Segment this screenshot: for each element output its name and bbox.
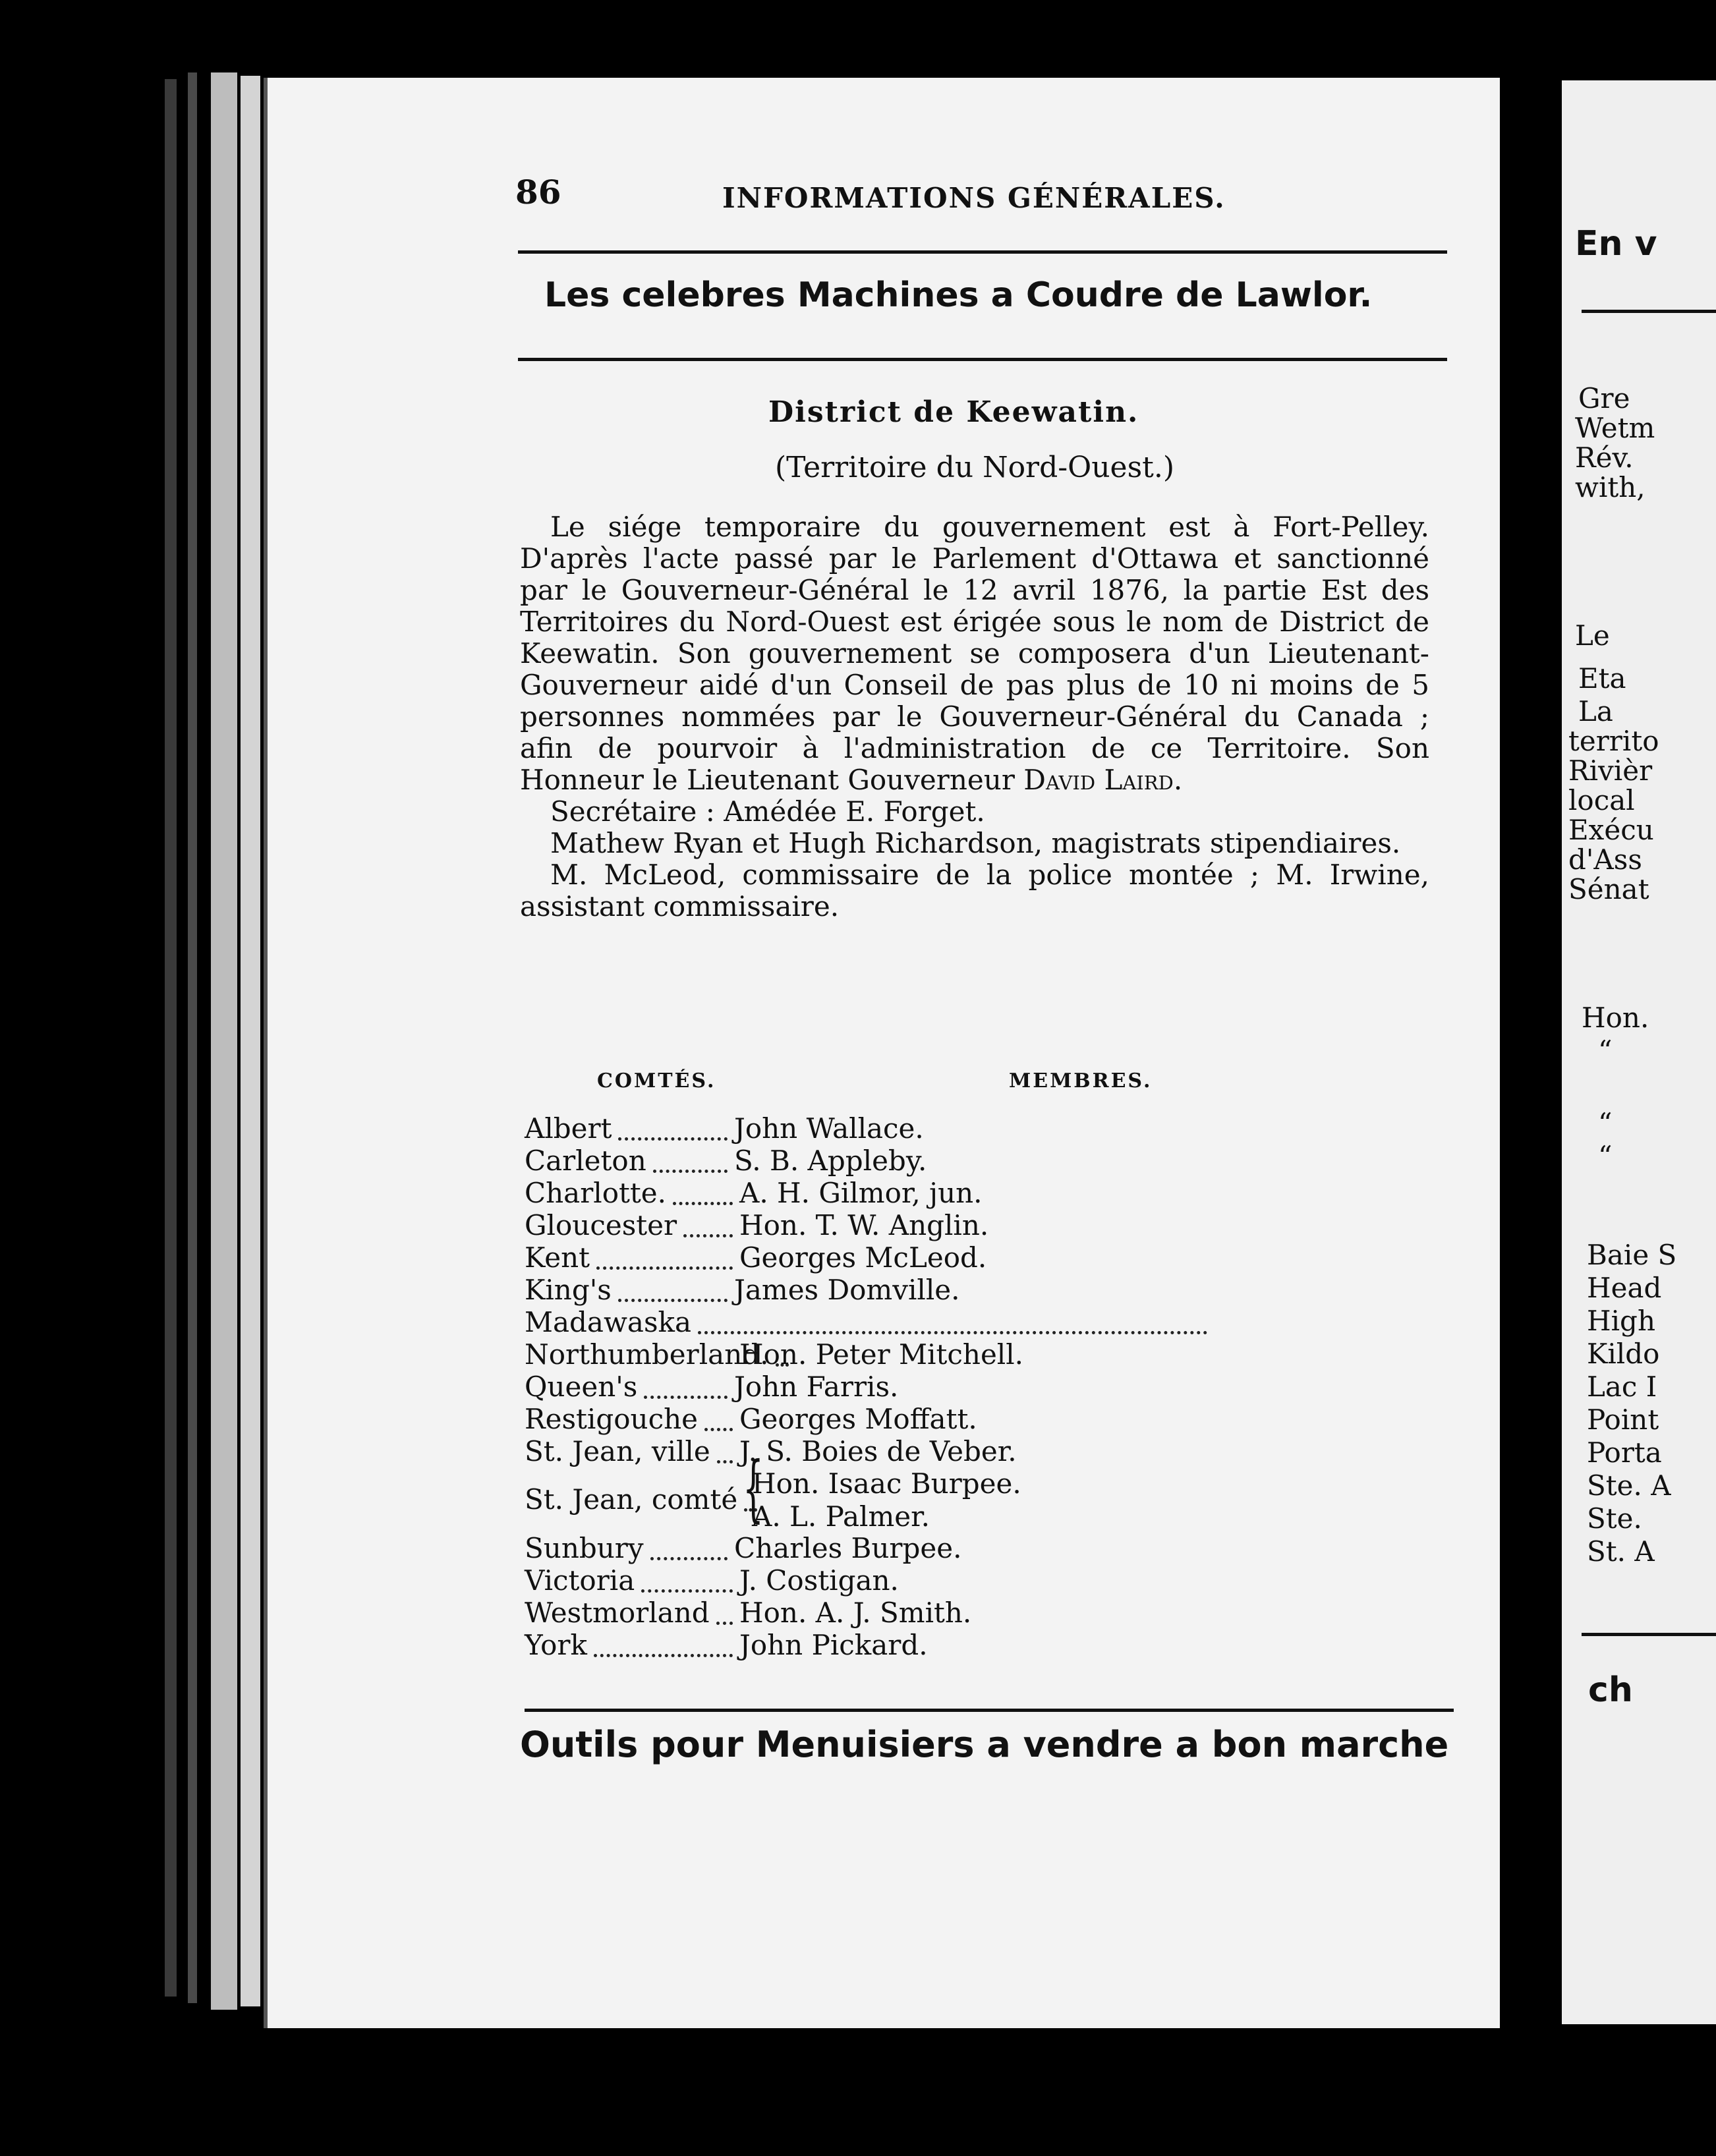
county-name: Gloucester	[525, 1209, 677, 1241]
divider	[518, 358, 1447, 361]
county-name: Kent	[525, 1241, 590, 1274]
table-row	[525, 1403, 1460, 1436]
section-title: District de Keewatin.	[768, 395, 1139, 429]
dot-leader	[618, 1286, 728, 1302]
county-name: York	[525, 1629, 587, 1661]
member-name: Georges McLeod.	[739, 1241, 987, 1274]
county-name: St. Jean, comté	[525, 1483, 738, 1516]
adjacent-page-text: “	[1598, 1035, 1613, 1067]
table-row	[525, 1564, 1460, 1597]
county-name: Albert	[525, 1112, 612, 1145]
adjacent-page-text: La	[1578, 695, 1613, 727]
member-name: Hon. Peter Mitchell.	[739, 1338, 1024, 1371]
dot-leader	[641, 1576, 733, 1593]
divider	[1582, 1633, 1716, 1636]
member-name: S. B. Appleby.	[734, 1145, 927, 1177]
member-name: James Domville.	[734, 1274, 960, 1306]
adjacent-page-text: High	[1587, 1305, 1655, 1337]
adjacent-page-text: Wetm	[1575, 412, 1655, 444]
member-name: Georges Moffatt.	[739, 1403, 977, 1435]
dot-leader	[683, 1221, 733, 1237]
county-name: Madawaska	[525, 1306, 692, 1338]
book-edge	[188, 72, 197, 2003]
paragraph: Mathew Ryan et Hugh Richardson, magistrats stipendiaires.	[550, 827, 1401, 859]
table-row	[525, 1629, 1460, 1662]
county-name: Carleton	[525, 1145, 646, 1177]
county-name: Northumberland.	[525, 1338, 769, 1371]
member-name: Hon. Isaac Burpee.	[752, 1467, 1021, 1500]
table-row	[525, 1209, 1460, 1242]
table-row	[525, 1435, 1460, 1468]
adjacent-page-text: ch	[1588, 1670, 1633, 1710]
section-subtitle: (Territoire du Nord-Ouest.)	[775, 451, 1174, 484]
adjacent-page-text: Ste.	[1587, 1502, 1642, 1535]
column-header-counties: COMTÉS.	[597, 1069, 716, 1092]
table-row	[525, 1597, 1460, 1630]
member-name: John Wallace.	[734, 1112, 924, 1145]
governor-name: David Laird.	[1023, 764, 1183, 796]
adjacent-page-text: Ste. A	[1587, 1469, 1671, 1502]
adjacent-page-text: Head	[1587, 1272, 1662, 1304]
adjacent-page-text: “	[1598, 1140, 1613, 1172]
member-name: John Pickard.	[739, 1629, 928, 1661]
dot-leader	[644, 1382, 728, 1399]
table-row	[525, 1371, 1460, 1404]
table-row	[525, 1532, 1460, 1565]
table-row	[525, 1306, 1460, 1339]
member-name: Hon. A. J. Smith.	[739, 1597, 972, 1629]
adjacent-page-text: Rév.	[1575, 441, 1634, 474]
adjacent-page-text: “	[1598, 1107, 1613, 1139]
adjacent-page-text: Eta	[1578, 662, 1626, 695]
member-name: John Farris.	[734, 1371, 899, 1403]
adjacent-page-text: Hon.	[1582, 1002, 1649, 1034]
adjacent-page-text: Rivièr	[1568, 754, 1653, 787]
adjacent-page-text: Baie S	[1587, 1239, 1677, 1271]
book-edge	[241, 76, 260, 2006]
divider	[518, 250, 1447, 254]
dot-leader	[650, 1544, 728, 1560]
column-header-members: MEMBRES.	[1009, 1069, 1153, 1092]
adjacent-page-text: Porta	[1587, 1436, 1662, 1469]
dot-leader	[698, 1318, 1207, 1334]
dot-leader	[594, 1641, 733, 1657]
adjacent-page-text: Sénat	[1568, 873, 1649, 905]
county-name: Sunbury	[525, 1532, 644, 1564]
paragraph-text: Le siége temporaire du gouvernement est à Fort-Pelley. D'après l'acte passé par le Parlement d'Ottawa et sanctionné par le Gouverneur-Général le 12 avril 1876, la partie Est des Territoires du Nord-Ouest est érigée sous le nom de District de Keewatin. Son gouvernement se composera d'un Lieutenant-Gouverneur aidé d'un Conseil de pas plus de 10 ni moins de 5 personnes nommées par le Gouverneur-Général du Canada ; afin de pourvoir à l'administration de ce Territoire. Son Honneur le Lieutenant Gouverneur	[520, 511, 1429, 796]
member-name: J. Costigan.	[739, 1564, 899, 1597]
adjacent-page-text: Lac I	[1587, 1371, 1657, 1403]
paragraph	[520, 511, 1429, 796]
member-name: A. L. Palmer.	[752, 1500, 930, 1533]
table-row	[525, 1274, 1460, 1307]
adjacent-page-text: Le	[1575, 619, 1610, 652]
dot-leader	[704, 1415, 733, 1431]
county-name: Restigouche	[525, 1403, 698, 1435]
adjacent-page-text: Point	[1587, 1404, 1659, 1436]
book-edge	[211, 72, 237, 2010]
table-row	[525, 1241, 1460, 1274]
table-row	[525, 1145, 1460, 1177]
adjacent-page-text: St. A	[1587, 1535, 1655, 1568]
adjacent-page-text: En v	[1575, 224, 1657, 264]
dot-leader	[673, 1189, 733, 1205]
table-row	[525, 1112, 1460, 1145]
adjacent-page-text: d'Ass	[1568, 843, 1642, 876]
body-text	[520, 511, 1429, 922]
brace: {	[743, 1446, 764, 1530]
county-name: Queen's	[525, 1371, 638, 1403]
adjacent-page	[1562, 80, 1716, 2024]
dot-leader	[596, 1253, 733, 1270]
adjacent-page-text: with,	[1575, 471, 1645, 503]
adjacent-page-text: Exécu	[1568, 814, 1654, 846]
book-edge	[165, 79, 177, 1997]
county-name: Charlotte.	[525, 1177, 666, 1209]
running-title: INFORMATIONS GÉNÉRALES.	[722, 182, 1226, 214]
adjacent-page-text: Kildo	[1587, 1338, 1660, 1370]
bottom-advertisement: Outils pour Menuisiers a vendre a bon marche	[520, 1724, 1449, 1765]
book-page	[264, 78, 1500, 2028]
adjacent-page-text: local	[1568, 784, 1635, 816]
county-name: King's	[525, 1274, 612, 1306]
paragraph: Secrétaire : Amédée E. Forget.	[550, 795, 985, 828]
member-name: J. S. Boies de Veber.	[739, 1435, 1017, 1467]
dot-leader	[716, 1608, 733, 1625]
adjacent-page-text: Gre	[1578, 382, 1630, 414]
adjacent-page-text: territo	[1568, 725, 1659, 757]
page-number: 86	[515, 173, 561, 212]
county-name: Westmorland	[525, 1597, 710, 1629]
divider	[1582, 310, 1716, 313]
divider	[525, 1709, 1454, 1712]
member-name: A. H. Gilmor, jun.	[739, 1177, 983, 1209]
table-row	[525, 1177, 1460, 1210]
county-name: Victoria	[525, 1564, 635, 1597]
top-advertisement: Les celebres Machines a Coudre de Lawlor.	[544, 275, 1373, 315]
table-row	[525, 1338, 1460, 1371]
county-name: St. Jean, ville	[525, 1435, 710, 1467]
dot-leader	[717, 1447, 733, 1463]
member-name: Hon. T. W. Anglin.	[739, 1209, 989, 1241]
dot-leader	[653, 1156, 728, 1173]
dot-leader	[618, 1124, 728, 1141]
member-name: Charles Burpee.	[734, 1532, 962, 1564]
paragraph: M. McLeod, commissaire de la police montée ; M. Irwine, assistant commissaire.	[520, 859, 1429, 922]
